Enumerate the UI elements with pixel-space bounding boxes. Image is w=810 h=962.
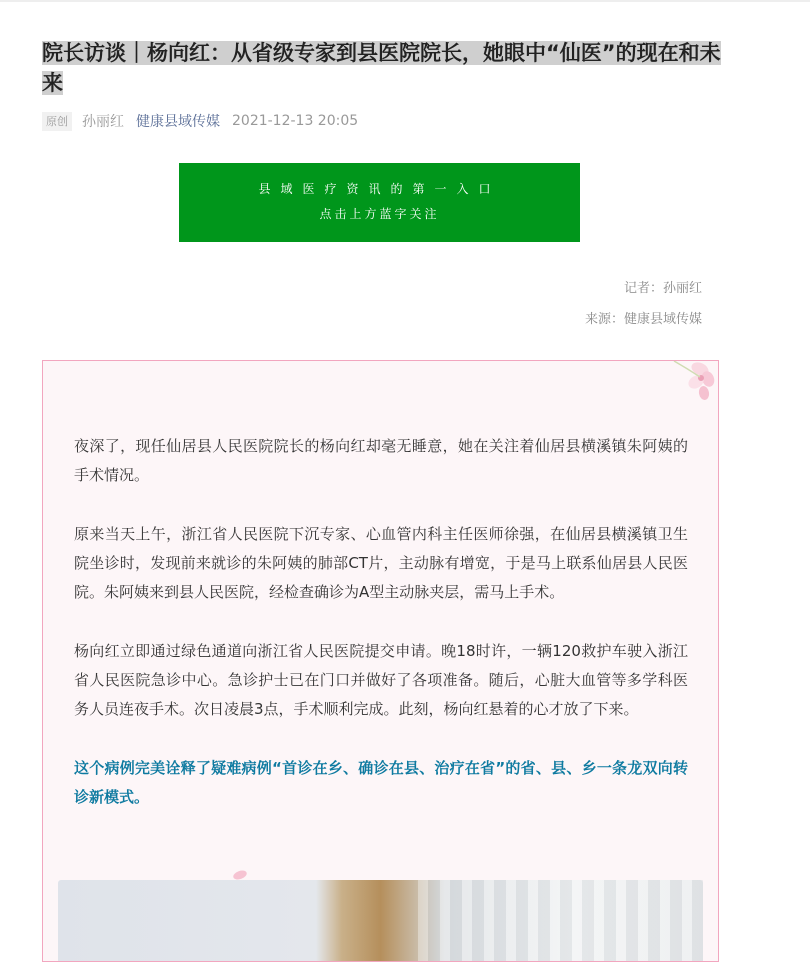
banner-line-1: 县域医疗资讯的第一入口 [258,182,501,196]
paragraph-1: 夜深了，现任仙居县人民医院院长的杨向红却毫无睡意，她在关注着仙居县横溪镇朱阿姨的手术情况。 [74,437,688,484]
top-divider [0,0,810,2]
source-line: 来源：健康县域传媒 [584,312,702,327]
paragraph-2: 原来当天上午，浙江省人民医院下沉专家、心血管内科主任医师徐强，在仙居县横溪镇卫生院坐诊时，发现前来就诊的朱阿姨的肺部CT片，主动脉有增宽，于是马上联系仙居县人民医院。朱阿姨来到县人民医院，经检查确诊为A型主动脉夹层，需马上手术。 [74,525,688,601]
reporter-line: 记者：孙丽红 [623,281,702,296]
highlight-paragraph: 这个病例完美诠释了疑难病例“首诊在乡、确诊在县、治疗在省”的省、县、乡一条龙双向转诊新模式。 [74,759,688,806]
cherry-blossom-icon [664,360,719,413]
account-link[interactable]: 健康县域传媒 [136,114,220,130]
article-meta [42,109,358,133]
author-name: 孙丽红 [82,114,124,130]
article-title [42,38,732,98]
banner-line-2: 点击上方蓝字关注 [319,207,440,221]
article-paragraphs [74,432,688,842]
publish-time: 2021-12-13 20:05 [232,113,359,129]
article-body-card [42,360,719,962]
photo-window-blinds [418,880,703,962]
original-badge: 原创 [42,112,72,131]
paragraph-3: 杨向红立即通过绿色通道向浙江省人民医院提交申请。晚18时许，一辆120救护车驶入浙江省人民医院急诊中心。急诊护士已在门口并做好了各项准备。随后，心脏大血管等多学科医务人员连夜手术。次日凌晨3点，手术顺利完成。此刻，杨向红悬着的心才放了下来。 [74,642,688,718]
article-photo[interactable] [58,880,703,962]
follow-banner [179,163,580,242]
article-title-text: 院长访谈｜杨向红：从省级专家到县医院院长，她眼中“仙医”的现在和未来 [42,41,721,95]
